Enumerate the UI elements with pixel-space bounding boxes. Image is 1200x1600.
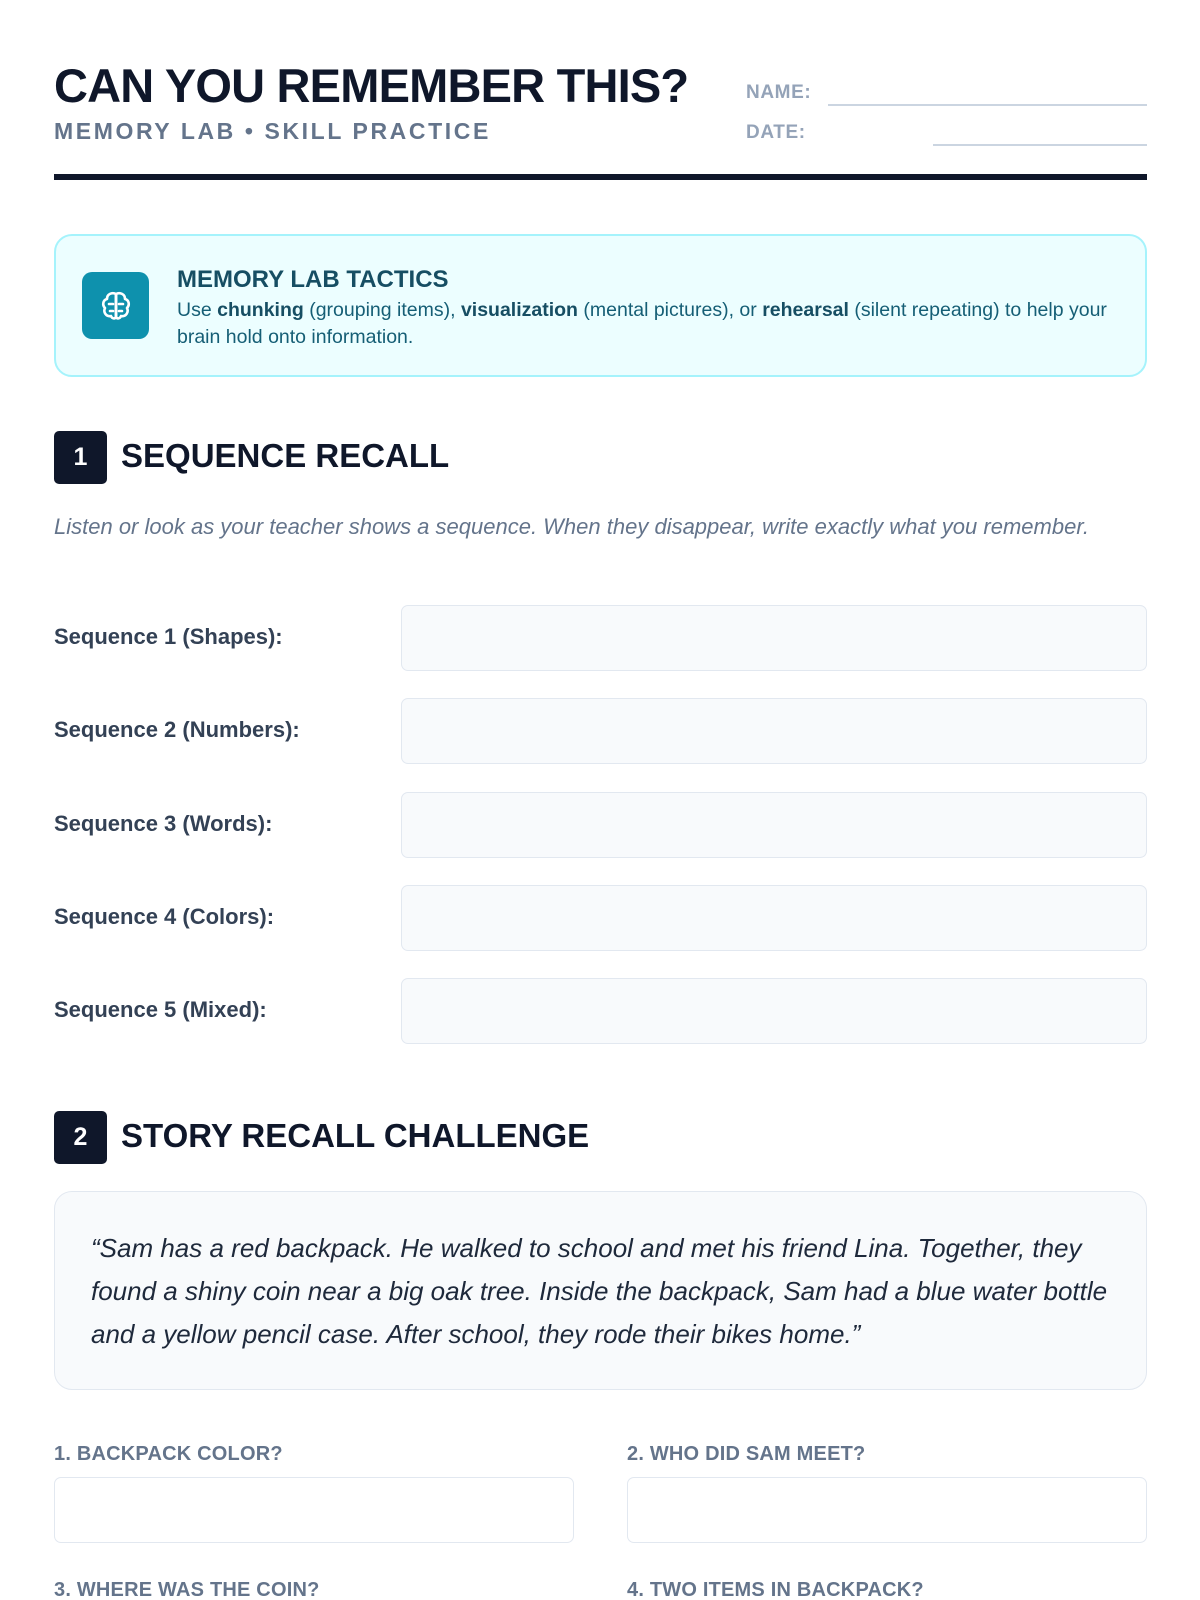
tactic-rehearsal: rehearsal (762, 299, 849, 321)
sequence-5-input[interactable] (401, 978, 1147, 1044)
worksheet-page (54, 0, 1147, 1600)
sequence-row (54, 792, 1147, 858)
sequence-row (54, 978, 1147, 1044)
question-label: 4. TWO ITEMS IN BACKPACK? (627, 1579, 924, 1600)
page-subtitle: MEMORY LAB • SKILL PRACTICE (54, 118, 491, 144)
backpack-color-input[interactable] (54, 1477, 574, 1543)
question-label: 1. BACKPACK COLOR? (54, 1443, 283, 1465)
date-label: DATE: (746, 122, 806, 143)
sequence-4-input[interactable] (401, 885, 1147, 951)
section-2-header (54, 1111, 954, 1165)
sequence-label: Sequence 2 (Numbers): (54, 717, 300, 742)
sequence-label: Sequence 5 (Mixed): (54, 997, 267, 1022)
page-title: CAN YOU REMEMBER THIS? (54, 59, 689, 112)
who-did-sam-meet-input[interactable] (627, 1477, 1147, 1543)
story-text: “Sam has a red backpack. He walked to school and met his friend Lina. Together, they found a shiny coin near a big oak tree. Inside the backpack, Sam had a blue water bottle and a yellow pencil case. After school, they rode their bikes home.” (91, 1233, 1108, 1349)
question-label: 3. WHERE WAS THE COIN? (54, 1579, 320, 1600)
sequence-row (54, 698, 1147, 764)
tactic-visualization: visualization (460, 299, 578, 321)
name-field[interactable] (828, 104, 1147, 106)
header-divider (54, 174, 1147, 180)
worksheet-header (54, 56, 1147, 182)
sequence-row (54, 605, 1147, 671)
sequence-row (54, 885, 1147, 951)
section-2-title: STORY RECALL CHALLENGE (121, 1117, 590, 1154)
sequence-label: Sequence 4 (Colors): (54, 904, 275, 929)
sequence-2-input[interactable] (401, 698, 1147, 764)
brain-icon (82, 272, 149, 339)
tactics-callout (54, 234, 1147, 377)
name-label: NAME: (746, 82, 812, 103)
sequence-1-input[interactable] (401, 605, 1147, 671)
section-1-header (54, 431, 954, 485)
sequence-label: Sequence 1 (Shapes): (54, 624, 283, 649)
section-1-instructions: Listen or look as your teacher shows a sequence. When they disappear, write exactly what you remember. (54, 514, 1089, 539)
story-passage (54, 1191, 1147, 1390)
tactics-title: MEMORY LAB TACTICS (177, 266, 449, 293)
section-1-number: 1 (54, 431, 107, 484)
section-1-title: SEQUENCE RECALL (121, 437, 450, 474)
sequence-label: Sequence 3 (Words): (54, 811, 273, 836)
tactics-description: Use chunking (grouping items), visualization (mental pictures), or rehearsal (silent repeating) to help your brain hold onto information. (177, 299, 1107, 348)
date-field[interactable] (933, 144, 1147, 146)
tactic-chunking: chunking (217, 299, 304, 321)
question-label: 2. WHO DID SAM MEET? (627, 1443, 866, 1465)
section-2-number: 2 (54, 1111, 107, 1164)
sequence-3-input[interactable] (401, 792, 1147, 858)
